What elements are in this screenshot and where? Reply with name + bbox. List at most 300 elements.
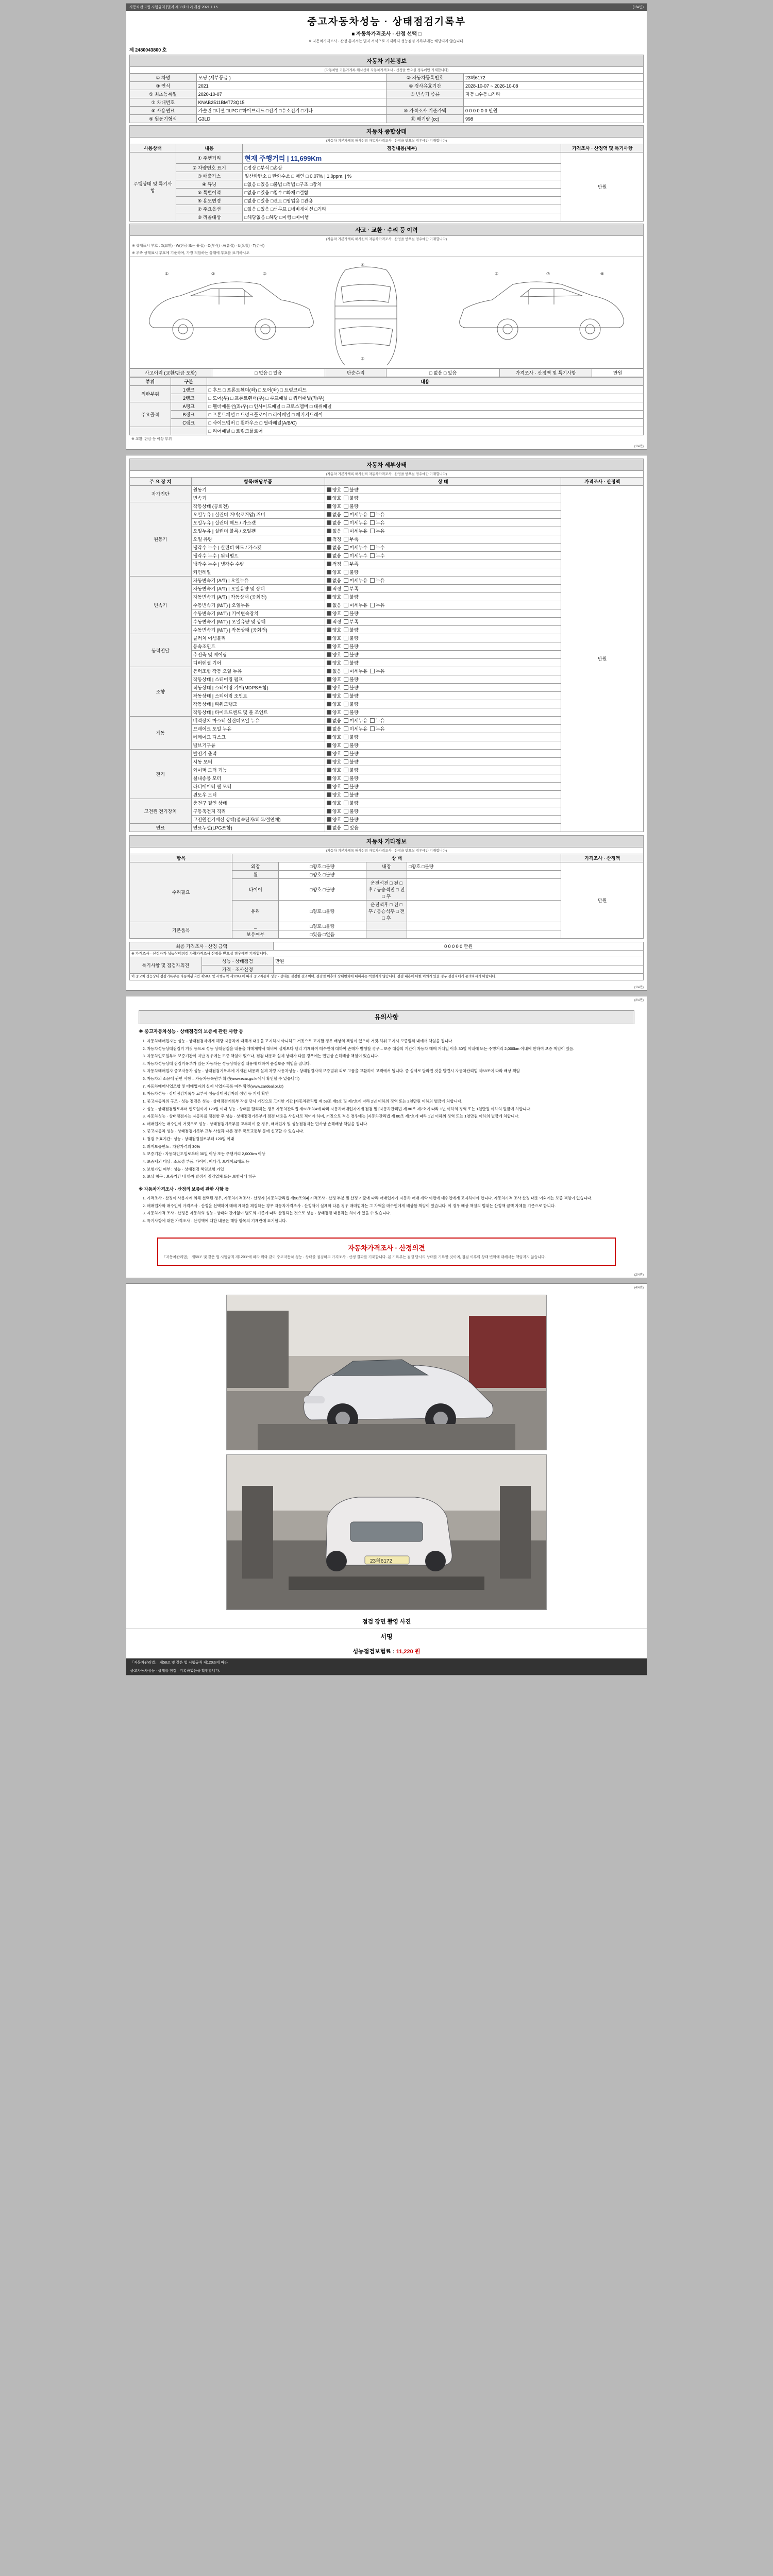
checkbox-option[interactable]: 미세누유 [344,578,367,583]
checkbox-box[interactable] [327,702,331,706]
checkbox-option[interactable]: 누유 [370,669,384,674]
checkbox-box[interactable] [344,735,348,739]
checkbox-option[interactable]: 적정 [327,619,341,624]
checkbox-option[interactable]: 없음 [327,520,341,526]
detail-item-state[interactable] [325,774,561,783]
checkbox-box[interactable] [344,743,348,748]
checkbox-box[interactable] [327,743,331,748]
summary-note: ※ 가격조사 · 산정자가 성능상태점검 차량가격조사 산정을 받으실 경우에만 기재합니다. [130,951,644,957]
checkbox-option[interactable]: 없음 [327,578,341,583]
other-sub-state[interactable] [407,922,561,930]
checkbox-option[interactable]: 불량 [344,693,358,699]
insurance-fee-row [126,1644,647,1658]
checkbox-option[interactable]: 미세누수 [344,553,367,558]
checkbox-option[interactable]: 없음 [327,726,341,732]
photo-section-title: 점검 장면 촬영 사진 [362,1618,411,1625]
form-legal-text: 자동차관리법 시행규칙 [별지 제39호의2] 개정 2021.1.15. [129,6,219,9]
checkbox-option[interactable]: 불량 [344,570,358,575]
checkbox-box[interactable] [370,726,375,731]
checkbox-option[interactable]: 양호 [327,702,341,707]
other-item-label: 휠 [232,871,279,879]
checkbox-option[interactable]: 불량 [344,611,358,616]
detail-item-state[interactable] [325,799,561,807]
checkbox-option[interactable]: 양호 [327,751,341,756]
page-mark-1: (1/4면) [632,6,644,9]
form-legal-header [126,4,647,11]
checkbox-option[interactable]: 미세누유 [344,520,367,526]
detail-item-state[interactable] [325,816,561,824]
checkbox-box[interactable] [344,504,348,509]
checkbox-option[interactable]: 양호 [327,595,341,600]
detail-item-state[interactable] [325,684,561,692]
detail-item-state[interactable] [325,758,561,766]
detail-item-state[interactable] [325,717,561,725]
other-item-state[interactable]: □양호 □불량 [279,901,366,922]
overall-item-state[interactable]: □없음 □있음 □렌트 □영업용 □관용 [243,197,561,205]
other-sub-state[interactable] [407,930,561,939]
checkbox-option[interactable]: 양호 [327,611,341,616]
checkbox-option[interactable]: 미세누유 [344,718,367,723]
checkbox-box[interactable] [327,496,331,500]
other-sub-state[interactable] [407,871,561,879]
checkbox-box[interactable] [327,504,331,509]
checkbox-box[interactable] [327,636,331,640]
summary-table [129,942,644,980]
detail-item-state[interactable] [325,659,561,667]
checkbox-box[interactable] [327,487,331,492]
checkbox-option[interactable]: 누유 [370,726,384,732]
checkbox-box[interactable] [344,776,348,781]
detail-item-state[interactable] [325,783,561,791]
checkbox-option[interactable]: 양호 [327,693,341,699]
checkbox-option[interactable]: 양호 [327,504,341,509]
checkbox-box[interactable] [344,710,348,715]
checkbox-box[interactable] [344,611,348,616]
other-sub-label [366,871,407,879]
checkbox-box[interactable] [344,652,348,657]
basic-value-right: 2028-10-07 ~ 2026-10-08 [464,82,644,90]
checkbox-option[interactable]: 양호 [327,768,341,773]
table-row [130,394,644,402]
checkbox-option[interactable]: 미세누수 [344,545,367,550]
checkbox-option[interactable]: 양호 [327,685,341,690]
checkbox-option[interactable]: 불량 [344,776,358,781]
overall-section-sub: (자동차 기본가게록 해사신뢰 자동차가격조사 · 산정을 받으실 경우에만 기재합니다) [326,139,447,143]
other-sub-state[interactable] [407,901,561,922]
checkbox-box[interactable] [344,792,348,797]
detail-item-state[interactable] [325,651,561,659]
checkbox-option[interactable]: 누수 [370,545,384,550]
detail-item-state[interactable] [325,568,561,577]
detail-item-state[interactable] [325,535,561,544]
checkbox-box[interactable] [327,759,331,764]
checkbox-box[interactable] [327,669,331,673]
checkbox-box[interactable] [327,660,331,665]
table-row [130,862,644,871]
checkbox-option[interactable]: 없음 [327,553,341,558]
checkbox-box[interactable] [327,520,331,525]
checkbox-option[interactable]: 없음 [327,603,341,608]
other-item-state[interactable]: □양호 □불량 [279,879,366,901]
checkbox-option[interactable]: 양호 [327,792,341,798]
detail-price-note: 만원 [561,486,644,832]
detail-item-state[interactable] [325,585,561,593]
overall-item-label: ④ 튜닝 [176,180,243,189]
checkbox-box[interactable] [327,677,331,682]
overall-item-state[interactable]: □없음 □있음 □침수 □화재 □결함 [243,189,561,197]
detail-item-state[interactable] [325,708,561,717]
detail-item-state[interactable] [325,675,561,684]
checkbox-box[interactable] [327,735,331,739]
overall-item-state[interactable]: □없음 □있음 □불법 □적법 □구조 □장치 [243,180,561,189]
checkbox-box[interactable] [370,553,375,558]
checkbox-box[interactable] [327,784,331,789]
checkbox-box[interactable] [344,496,348,500]
checkbox-option[interactable]: 적정 [327,562,341,567]
checkbox-box[interactable] [327,652,331,657]
checkbox-option[interactable]: 불량 [344,817,358,822]
checkbox-box[interactable] [344,537,348,541]
detail-item-state[interactable] [325,601,561,609]
checkbox-box[interactable] [344,562,348,566]
checkbox-box[interactable] [327,809,331,814]
checkbox-box[interactable] [370,529,375,533]
checkbox-option[interactable]: 불량 [344,496,358,501]
checkbox-box[interactable] [344,603,348,607]
checkbox-box[interactable] [327,726,331,731]
checkbox-box[interactable] [370,578,375,583]
detail-item-label: 윈도우 모터 [191,791,325,799]
panel-items[interactable]: □ 리어패널 □ 트렁크플로어 [207,427,643,435]
checkbox-box[interactable] [327,570,331,574]
checkbox-option[interactable]: 없음 [327,512,341,517]
detail-item-label: 클러치 어셈블리 [191,634,325,642]
other-sub-state[interactable]: □양호 □불량 [407,862,561,871]
checkbox-option[interactable]: 양호 [327,487,341,493]
detail-group-label: 원동기 [130,502,192,577]
detail-item-state[interactable] [325,593,561,601]
checkbox-option[interactable]: 불량 [344,710,358,715]
checkbox-option[interactable]: 누유 [370,603,384,608]
checkbox-option[interactable]: 양호 [327,570,341,575]
checkbox-box[interactable] [344,512,348,517]
checkbox-option[interactable]: 양호 [327,636,341,641]
checkbox-box[interactable] [370,545,375,550]
checkbox-option[interactable]: 불량 [344,768,358,773]
checkbox-option[interactable]: 적정 [327,537,341,542]
detail-item-state[interactable] [325,626,561,634]
detail-item-state[interactable] [325,494,561,502]
checkbox-box[interactable] [344,817,348,822]
checkbox-box[interactable] [327,693,331,698]
checkbox-option[interactable]: 양호 [327,759,341,765]
detail-item-state[interactable] [325,560,561,568]
checkbox-box[interactable] [327,578,331,583]
checkbox-option[interactable]: 부족 [344,586,358,591]
panel-items[interactable]: □ 사이드멤버 □ 휠하우스 □ 필라패널(A/B/C) [207,419,643,427]
checkbox-option[interactable]: 누유 [370,578,384,583]
checkbox-box[interactable] [344,660,348,665]
detail-item-state[interactable] [325,766,561,774]
checkbox-box[interactable] [344,487,348,492]
checkbox-option[interactable]: 불량 [344,792,358,798]
detail-item-state[interactable] [325,519,561,527]
checkbox-option[interactable]: 미세누유 [344,529,367,534]
checkbox-option[interactable]: 양호 [327,776,341,781]
overall-item-label: ① 주행거리 [176,152,243,164]
checkbox-box[interactable] [370,512,375,517]
other-group-label: 기본품목 [130,922,232,939]
detail-item-state[interactable] [325,700,561,708]
checkbox-box[interactable] [327,529,331,533]
summary-remark-row2-label: 가격 · 조사산정 [201,965,274,974]
detail-item-state[interactable] [325,486,561,494]
detail-item-state[interactable] [325,511,561,519]
other-item-state[interactable]: □있음 □없음 [279,930,366,939]
notice-list-1 [139,1038,634,1097]
checkbox-box[interactable] [344,520,348,525]
checkbox-box[interactable] [327,603,331,607]
panel-items[interactable]: □ 휀더에볼션(좌/우) □ 인사이드패널 □ 크로스멤버 □ 대쉬패널 [207,402,643,411]
detail-group-label: 조향 [130,667,192,717]
checkbox-box[interactable] [327,825,331,830]
accident-left-label: 사고이력 (교환/판금 포함) [130,369,212,377]
checkbox-box[interactable] [344,693,348,698]
checkbox-box[interactable] [344,628,348,632]
checkbox-option[interactable]: 미세누유 [344,669,367,674]
panel-items[interactable]: □ 후드 □ 프론트휀더(좌) □ 도어(좌) □ 트렁크리드 [207,386,643,394]
list-item: 5. 자동차매매업자 중고자동차 성능 · 상태점검기록부에 기재된 내용과 실제 차량 자동차성능 · 상태점검자의 보증범위 외로 고품을 교환하여 고객에서 됩니다. 중 실제로 달라진 것을 발견시 자동차관리법 제58조에 따라 배상 책임 [147,1068,634,1074]
detail-item-state[interactable] [325,618,561,626]
checkbox-box[interactable] [370,718,375,723]
overall-item-state[interactable]: □해당없음 □해당 □이행 □미이행 [243,213,561,222]
checkbox-option[interactable]: 불량 [344,743,358,748]
checkbox-box[interactable] [344,726,348,731]
checkbox-option[interactable]: 불량 [344,595,358,600]
detail-item-state[interactable] [325,552,561,560]
checkbox-box[interactable] [327,685,331,690]
checkbox-option[interactable]: 양호 [327,652,341,657]
other-item-state[interactable]: □양호 □불량 [279,871,366,879]
checkbox-box[interactable] [327,595,331,599]
checkbox-box[interactable] [344,784,348,789]
checkbox-box[interactable] [327,619,331,624]
other-sub-label: 운전석후 □ 전 □ 후 / 동승석후 □ 전 □ 후 [366,901,407,922]
checkbox-box[interactable] [327,718,331,723]
checkbox-option[interactable]: 불량 [344,652,358,657]
checkbox-box[interactable] [327,710,331,715]
checkbox-option[interactable]: 양호 [327,809,341,814]
panel-items[interactable]: □ 도어(우) □ 프론트휀더(우) □ 루프패널 □ 쿼터패널(좌/우) [207,394,643,402]
list-item: 2. 최저보증한도 : 차량가격의 30% [147,1144,634,1150]
checkbox-box[interactable] [327,817,331,822]
insurance-fee-value: 11,220 원 [396,1648,421,1655]
checkbox-box[interactable] [327,586,331,591]
checkbox-box[interactable] [344,570,348,574]
checkbox-option[interactable]: 부족 [344,562,358,567]
checkbox-box[interactable] [327,792,331,797]
detail-item-state[interactable] [325,807,561,816]
other-item-state[interactable]: □양호 □불량 [279,922,366,930]
checkbox-box[interactable] [327,545,331,550]
svg-text:②: ② [211,272,215,276]
checkbox-box[interactable] [370,603,375,607]
checkbox-box[interactable] [327,512,331,517]
checkbox-option[interactable]: 불량 [344,504,358,509]
checkbox-box[interactable] [344,759,348,764]
checkbox-option[interactable]: 양호 [327,644,341,649]
checkbox-option[interactable]: 불량 [344,809,358,814]
checkbox-option[interactable]: 누수 [370,553,384,558]
checkbox-option[interactable]: 부족 [344,537,358,542]
checkbox-box[interactable] [344,768,348,772]
checkbox-box[interactable] [344,809,348,814]
checkbox-box[interactable] [344,685,348,690]
checkbox-box[interactable] [327,776,331,781]
checkbox-box[interactable] [344,751,348,756]
detail-item-state[interactable] [325,733,561,741]
checkbox-option[interactable]: 양호 [327,677,341,682]
other-sub-label [366,922,407,930]
checkbox-option[interactable]: 누유 [370,529,384,534]
checkbox-option[interactable]: 양호 [327,496,341,501]
detail-item-label: 수동변속기 (M/T) | 기어변속장치 [191,609,325,618]
checkbox-option[interactable]: 부족 [344,619,358,624]
checkbox-box[interactable] [344,669,348,673]
overall-item-state[interactable]: □없음 □있음 □선루프 □네비게이션 □기타 [243,205,561,213]
checkbox-box[interactable] [344,578,348,583]
detail-item-state[interactable] [325,750,561,758]
checkbox-box[interactable] [344,529,348,533]
detail-item-state[interactable] [325,642,561,651]
checkbox-box[interactable] [327,628,331,632]
checkbox-box[interactable] [344,586,348,591]
detail-item-state[interactable] [325,577,561,585]
other-sub-state[interactable] [407,879,561,901]
checkbox-option[interactable]: 양호 [327,801,341,806]
overall-item-state[interactable]: 일산화탄소 □ 탄화수소 □ 매연 □ 0.07% | 1.0ppm. | % [243,172,561,180]
other-item-state[interactable]: □양호 □불량 [279,862,366,871]
checkbox-option[interactable]: 불량 [344,702,358,707]
svg-text:23허6172: 23허6172 [370,1558,393,1564]
checkbox-option[interactable]: 양호 [327,817,341,822]
detail-item-state[interactable] [325,544,561,552]
checkbox-box[interactable] [327,644,331,649]
checkbox-option[interactable]: 불량 [344,487,358,493]
checkbox-option[interactable]: 양호 [327,710,341,715]
checkbox-option[interactable]: 불량 [344,644,358,649]
checkbox-option[interactable]: 불량 [344,660,358,666]
checkbox-option[interactable]: 불량 [344,759,358,765]
table-row [130,90,644,98]
detail-item-state[interactable] [325,634,561,642]
detail-item-state[interactable] [325,692,561,700]
checkbox-option[interactable]: 불량 [344,685,358,690]
panel-rank-label [171,427,207,435]
checkbox-option[interactable]: 없음 [327,718,341,723]
list-item: 8. 자동차성능 · 상태점검기록부 교부시 성능상태점검자의 성명 등 기재 확인 [147,1091,634,1097]
checkbox-box[interactable] [344,636,348,640]
checkbox-box[interactable] [327,537,331,541]
detail-item-state[interactable] [325,527,561,535]
checkbox-box[interactable] [370,669,375,673]
checkbox-box[interactable] [344,644,348,649]
checkbox-box[interactable] [344,801,348,805]
checkbox-option[interactable]: 불량 [344,801,358,806]
checkbox-option[interactable]: 미세누유 [344,726,367,732]
detail-item-state[interactable] [325,791,561,799]
checkbox-box[interactable] [344,677,348,682]
car-damage-diagram [129,257,644,368]
checkbox-box[interactable] [327,553,331,558]
document-number-row [126,45,647,55]
checkbox-option[interactable]: 양호 [327,784,341,789]
overall-item-state[interactable]: □정상 □부식 □손상 [243,164,561,172]
checkbox-option[interactable]: 누유 [370,718,384,723]
checkbox-option[interactable]: 불량 [344,628,358,633]
detail-item-state[interactable] [325,667,561,675]
checkbox-box[interactable] [344,619,348,624]
checkbox-box[interactable] [344,545,348,550]
detail-item-label: 냉각수 누수 | 워터펌프 [191,552,325,560]
checkbox-box[interactable] [327,751,331,756]
checkbox-box[interactable] [344,718,348,723]
detail-item-state[interactable] [325,741,561,750]
checkbox-option[interactable]: 없음 [327,669,341,674]
checkbox-option[interactable]: 미세누유 [344,603,367,608]
checkbox-option[interactable]: 없음 [327,529,341,534]
checkbox-option[interactable]: 양호 [327,743,341,748]
checkbox-option[interactable]: 적정 [327,586,341,591]
detail-item-state[interactable] [325,824,561,832]
checkbox-box[interactable] [327,611,331,616]
checkbox-box[interactable] [370,520,375,525]
checkbox-option[interactable]: 누유 [370,512,384,517]
detail-item-state[interactable] [325,725,561,733]
detail-item-label: 작동상태 | 스티어링 펌프 [191,675,325,684]
checkbox-box[interactable] [327,801,331,805]
checkbox-box[interactable] [327,562,331,566]
checkbox-box[interactable] [344,595,348,599]
checkbox-option[interactable]: 불량 [344,636,358,641]
checkbox-option[interactable]: 없음 [327,825,341,831]
list-item: 2. 자동차성능상태점검기 거짓 등으로 성능 상태점검을 내용을 매매계약서 대비에 실제보다 달리 기재하여 매수인에 대하여 손해가 발생할 경우 – 보증 대상의 기간이 자동차 매매 거래일 이후 30일 이내에 또는 주행거리 2,000km 이내에 한하여 보증 책임이 있음. [147,1046,634,1052]
checkbox-option[interactable]: 양호 [327,735,341,740]
detail-item-state[interactable] [325,609,561,618]
checkbox-option[interactable]: 불량 [344,784,358,789]
checkbox-option[interactable]: 미세누유 [344,512,367,517]
panel-items[interactable]: □ 프론트패널 □ 트렁크플로어 □ 리어패널 □ 패키지트레이 [207,411,643,419]
checkbox-option[interactable]: 없음 [327,545,341,550]
checkbox-option[interactable]: 불량 [344,735,358,740]
checkbox-box[interactable] [344,825,348,830]
detail-item-state[interactable] [325,502,561,511]
checkbox-option[interactable]: 양호 [327,660,341,666]
overall-item-state[interactable] [243,152,561,164]
table-row [130,427,644,435]
checkbox-option[interactable]: 불량 [344,677,358,682]
checkbox-option[interactable]: 불량 [344,751,358,756]
checkbox-box[interactable] [344,553,348,558]
checkbox-box[interactable] [327,768,331,772]
checkbox-option[interactable]: 누유 [370,520,384,526]
checkbox-option[interactable]: 있음 [344,825,358,831]
detail-item-label: 냉각수 누수 | 냉각수 수량 [191,560,325,568]
checkbox-option[interactable]: 양호 [327,628,341,633]
detail-item-label: 수동변속기 (M/T) | 작동상태 (공회전) [191,626,325,634]
accident-mid-label: 단순수리 [325,369,386,377]
checkbox-box[interactable] [344,702,348,706]
